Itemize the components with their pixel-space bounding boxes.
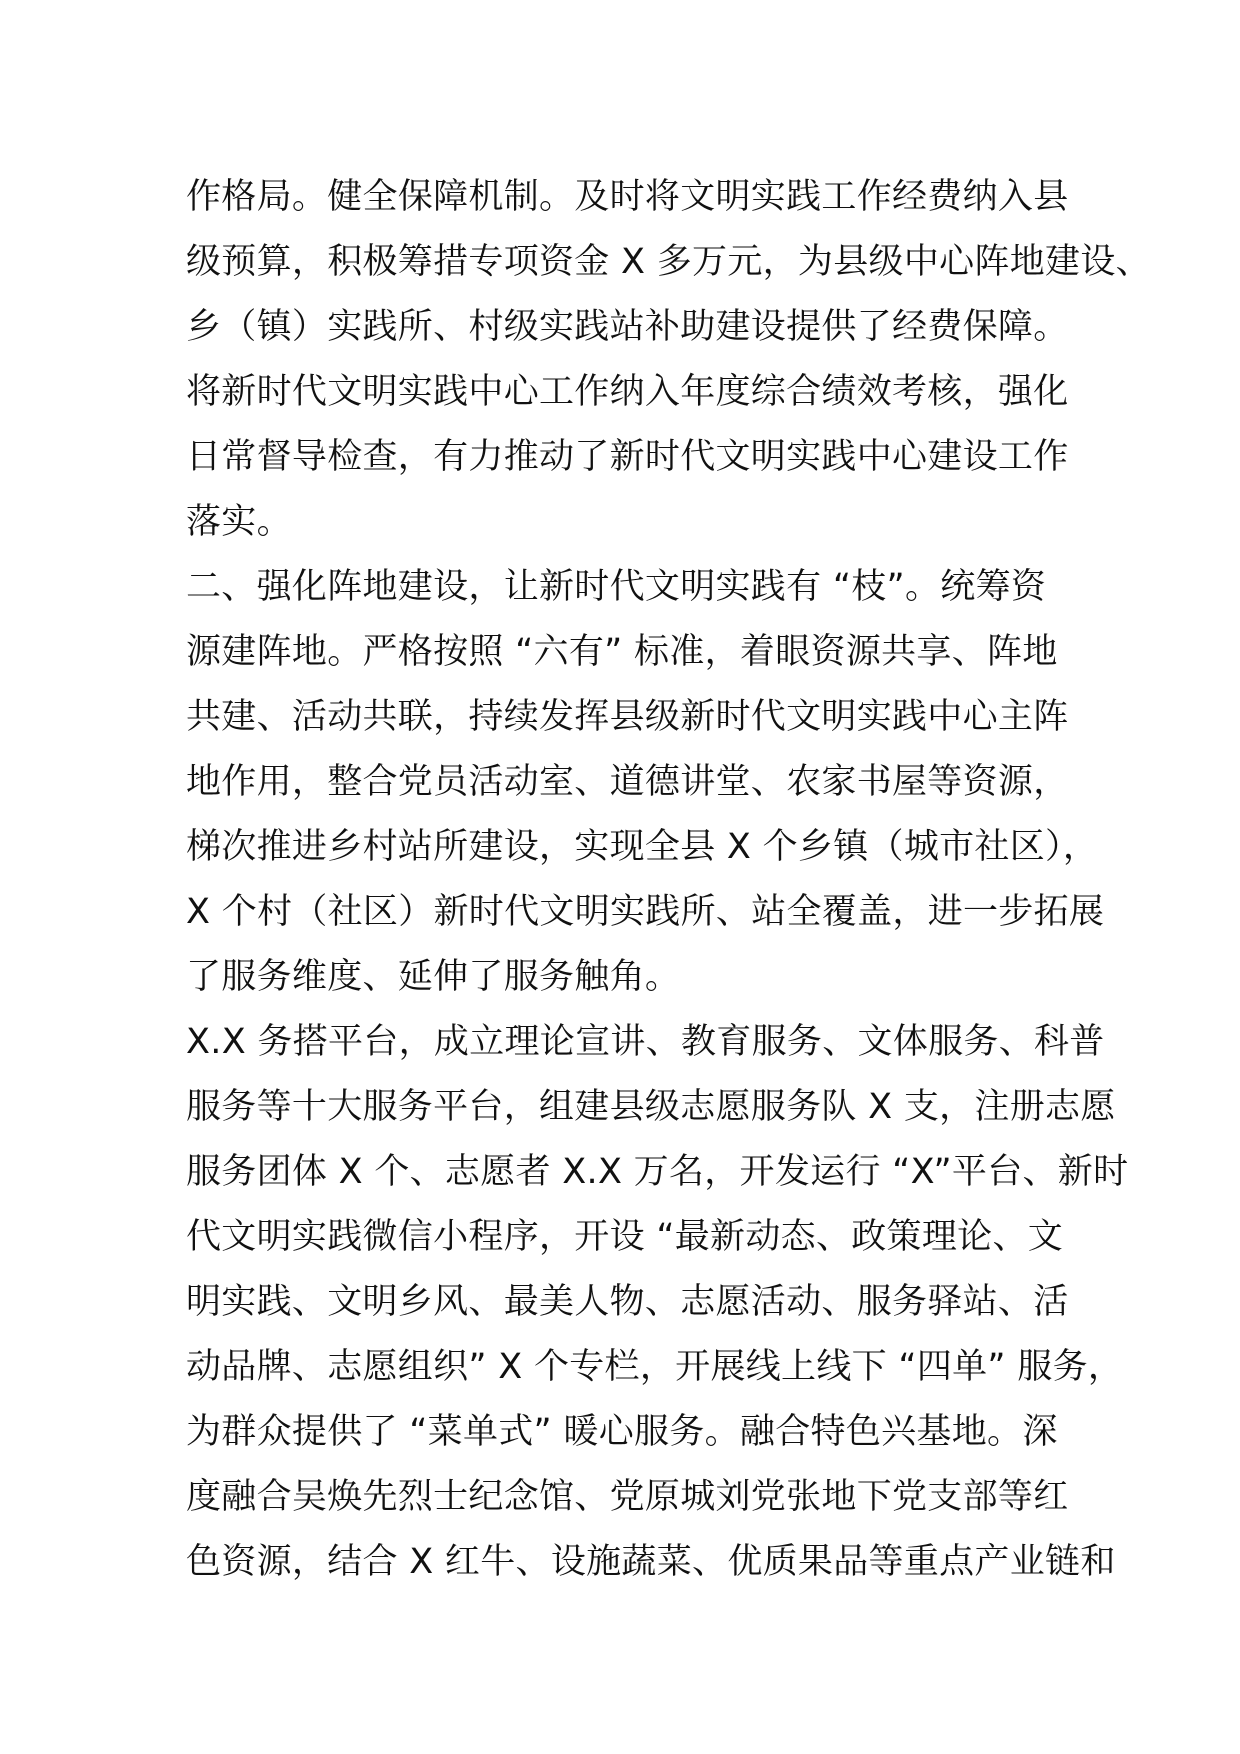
text-line-22: 色资源，结合 X 红牛、设施蔬菜、优质果品等重点产业链和 xyxy=(186,1542,1116,1582)
text-line-6: 落实。 xyxy=(186,502,292,542)
text-line-19: 动品牌、志愿组织” X 个专栏，开展线上线下 “四单” 服务， xyxy=(186,1347,1124,1387)
text-line-21: 度融合吴焕先烈士纪念馆、党原城刘党张地下党支部等红 xyxy=(186,1477,1069,1517)
text-line-14: X.X 务搭平台，成立理论宣讲、教育服务、文体服务、科普 xyxy=(186,1022,1105,1062)
text-line-20: 为群众提供了 “菜单式” 暖心服务。融合特色兴基地。深 xyxy=(186,1412,1058,1452)
text-line-18: 明实践、文明乡风、最美人物、志愿活动、服务驿站、活 xyxy=(186,1282,1069,1322)
text-line-17: 代文明实践微信小程序，开设 “最新动态、政策理论、文 xyxy=(186,1217,1064,1257)
text-line-13: 了服务维度、延伸了服务触角。 xyxy=(186,957,681,997)
text-line-12: X 个村（社区）新时代文明实践所、站全覆盖，进一步拓展 xyxy=(186,892,1105,932)
text-line-3: 乡（镇）实践所、村级实践站补助建设提供了经费保障。 xyxy=(186,307,1069,347)
text-line-1: 作格局。健全保障机制。及时将文明实践工作经费纳入县 xyxy=(186,177,1069,217)
text-line-9: 共建、活动共联，持续发挥县级新时代文明实践中心主阵 xyxy=(186,697,1069,737)
text-line-16: 服务团体 X 个、志愿者 X.X 万名，开发运行 “X”平台、新时 xyxy=(186,1152,1129,1192)
text-line-10: 地作用，整合党员活动室、道德讲堂、农家书屋等资源， xyxy=(186,762,1069,802)
text-line-5: 日常督导检查，有力推动了新时代文明实践中心建设工作 xyxy=(186,437,1069,477)
text-line-11: 梯次推进乡村站所建设，实现全县 X 个乡镇（城市社区）， xyxy=(186,827,1099,867)
text-line-15: 服务等十大服务平台，组建县级志愿服务队 X 支，注册志愿 xyxy=(186,1087,1116,1127)
text-line-8: 源建阵地。严格按照 “六有” 标准，着眼资源共享、阵地 xyxy=(186,632,1058,672)
text-line-2: 级预算，积极筹措专项资金 X 多万元，为县级中心阵地建设、 xyxy=(186,242,1151,282)
text-line-7: 二、强化阵地建设，让新时代文明实践有 “枝”。统筹资 xyxy=(186,567,1047,607)
document-body xyxy=(186,165,1151,1595)
text-line-4: 将新时代文明实践中心工作纳入年度综合绩效考核，强化 xyxy=(186,372,1069,412)
